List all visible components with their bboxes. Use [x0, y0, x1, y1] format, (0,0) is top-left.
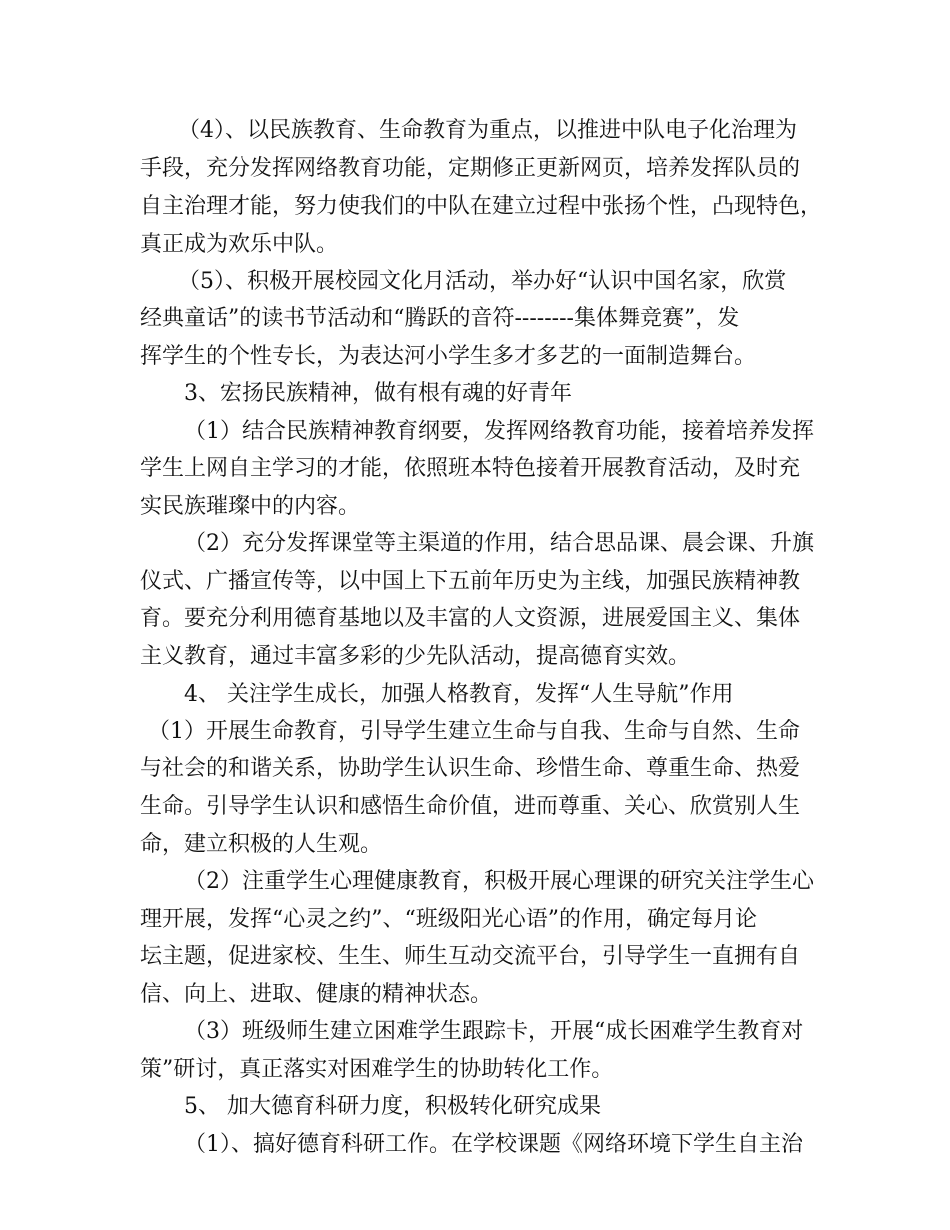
paragraph-line: 生命。引导学生认识和感悟生命价值，进而尊重、关心、欣赏别人生 [140, 794, 801, 819]
paragraph-line: 学生上网自主学习的才能，依照班本特色接着开展教育活动，及时充 [140, 456, 801, 481]
paragraph-line: （1）、搞好德育科研工作。在学校课题《网络环境下学生自主治 [184, 1132, 803, 1157]
paragraph-line: 实民族璀璨中的内容。 [140, 494, 361, 519]
section-heading: 4、 关注学生成长，加强人格教育，发挥“人生导航”作用 [184, 682, 734, 707]
paragraph-line: （2）充分发挥课堂等主渠道的作用，结合思品课、晨会课、升旗 [184, 531, 814, 556]
section-heading: 5、 加大德育科研力度，积极转化研究成果 [184, 1094, 601, 1119]
paragraph-line: 自主治理才能，努力使我们的中队在建立过程中张扬个性，凸现特色， [140, 194, 823, 219]
paragraph-line: 主义教育，通过丰富多彩的少先队活动，提高德育实效。 [140, 644, 691, 669]
paragraph-line: 手段，充分发挥网络教育功能，定期修正更新网页，培养发挥队员的 [140, 156, 801, 181]
paragraph-line: 理开展，发挥“心灵之约”、“班级阳光心语”的作用，确定每月论 [140, 907, 757, 932]
paragraph-line: （1）结合民族精神教育纲要，发挥网络教育功能，接着培养发挥 [184, 419, 814, 444]
paragraph-line: （1）开展生命教育，引导学生建立生命与自我、生命与自然、生命 [148, 719, 800, 744]
paragraph-line: （4）、以民族教育、生命教育为重点，以推进中队电子化治理为 [178, 118, 797, 143]
paragraph-line: 真正成为欢乐中队。 [140, 232, 339, 257]
paragraph-line: （2）注重学生心理健康教育，积极开展心理课的研究关注学生心 [184, 869, 814, 894]
paragraph-line: 仪式、广播宣传等，以中国上下五前年历史为主线，加强民族精神教 [140, 569, 801, 594]
paragraph-line: 育。要充分利用德育基地以及丰富的人文资源，进展爱国主义、集体 [140, 606, 801, 631]
paragraph-line: 挥学生的个性专长，为表达河小学生多才多艺的一面制造舞台。 [140, 344, 757, 369]
paragraph-line: 信、向上、进取、健康的精神状态。 [140, 982, 493, 1007]
paragraph-line: 坛主题，促进家校、生生、师生互动交流平台，引导学生一直拥有自 [140, 944, 801, 969]
paragraph-line: 策”研讨，真正落实对困难学生的协助转化工作。 [140, 1057, 614, 1082]
paragraph-line: 与社会的和谐关系，协助学生认识生命、珍惜生命、尊重生命、热爱 [140, 756, 801, 781]
paragraph-line: 经典童话”的读书节活动和“腾跃的音符--------集体舞竞赛”，发 [140, 306, 740, 331]
paragraph-line: （5）、积极开展校园文化月活动，举办好“认识中国名家，欣赏 [178, 269, 787, 294]
paragraph-line: （3）班级师生建立困难学生跟踪卡，开展“成长困难学生教育对 [184, 1019, 804, 1044]
section-heading: 3、宏扬民族精神，做有根有魂的好青年 [184, 381, 572, 406]
paragraph-line: 命，建立积极的人生观。 [140, 832, 383, 857]
